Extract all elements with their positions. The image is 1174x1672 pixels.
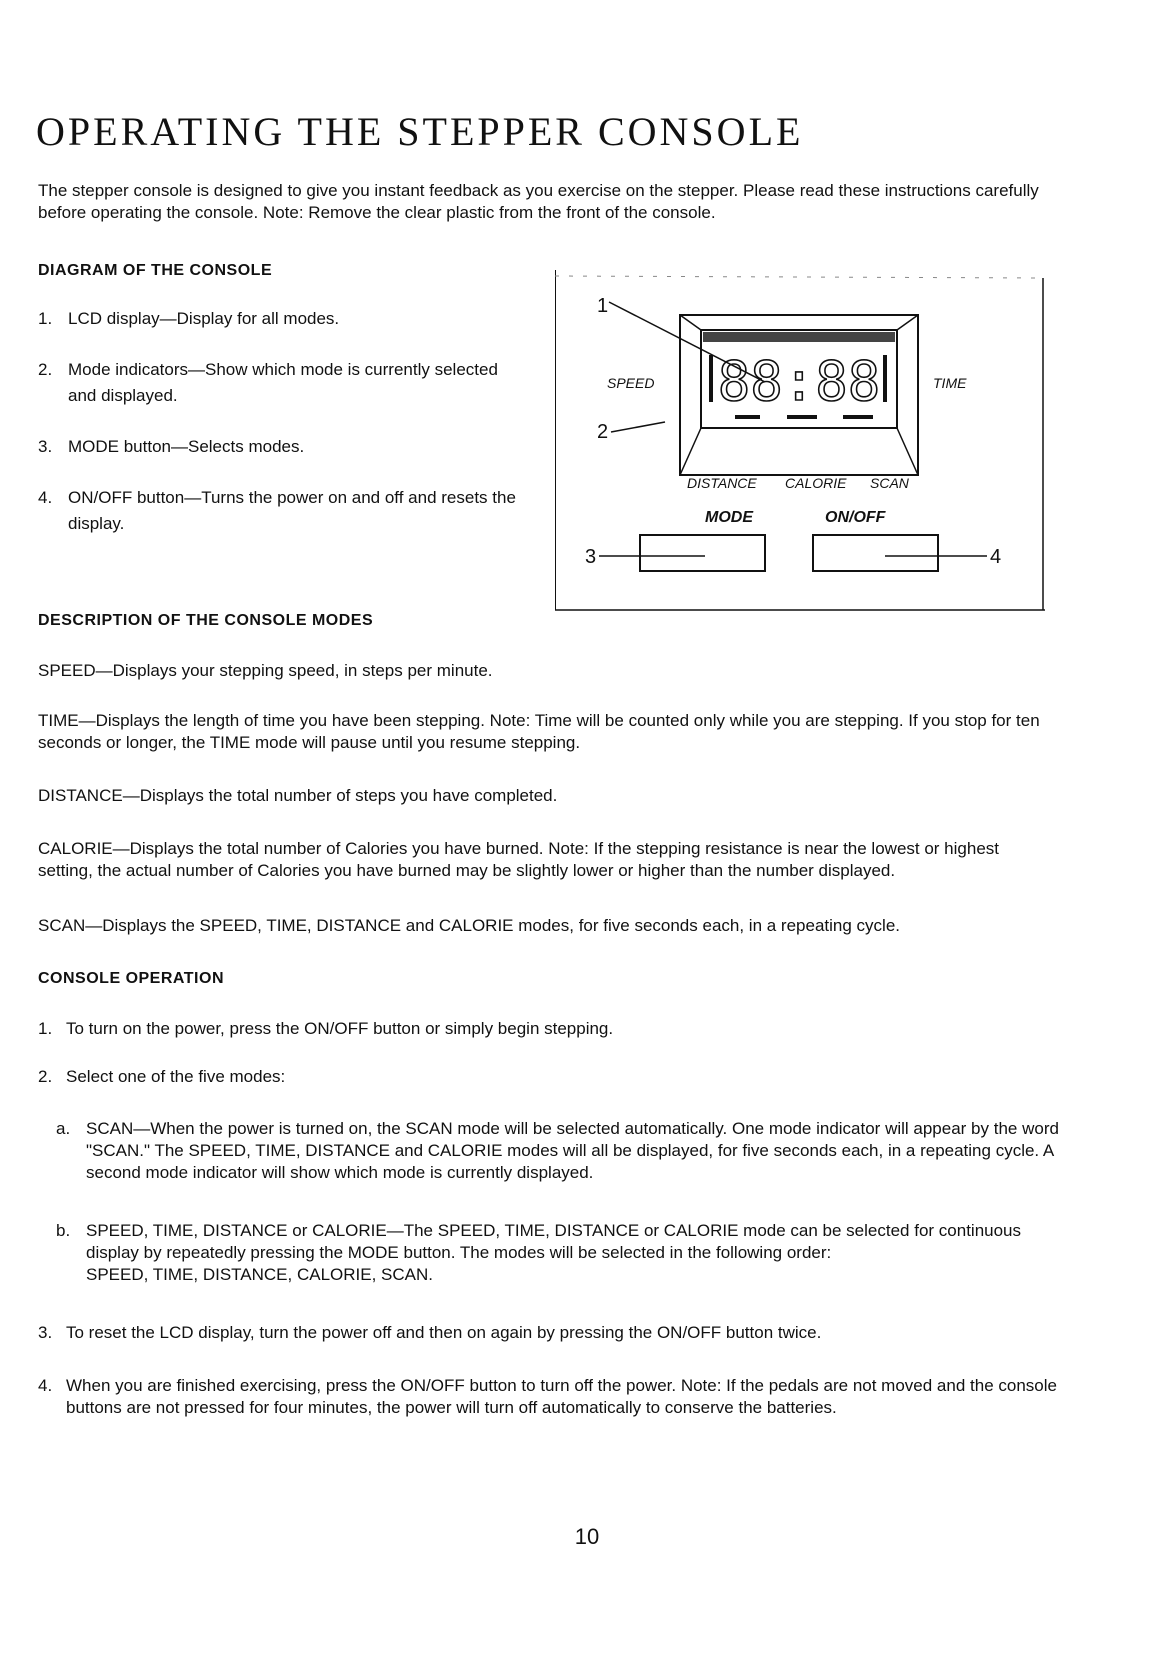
operation-step-4 [38,1375,1058,1419]
intro-paragraph: The stepper console is designed to give you instant feedback as you exercise on the stepper. Please read these instructions carefully before operating the console. Note: Remove the clear plastic from the front of the console. [38,181,1039,222]
operation-heading: CONSOLE OPERATION [38,970,224,987]
callout-2: 2 [597,421,609,443]
lcd-shade-band [703,332,895,342]
callout-1: 1 [597,295,609,317]
distance-mode-description: DISTANCE—Displays the total number of steps you have completed. [38,786,558,805]
step-text: Select one of the five modes: [66,1067,286,1086]
bezel-corner [680,428,701,475]
diagram-legend-list [38,306,528,562]
legend-text: ON/OFF button—Turns the power on and off and resets the display. [68,488,516,533]
calorie-mode-description: CALORIE—Displays the total number of Calories you have burned. Note: If the stepping resistance is near the lowest or highest setting, the actual number of Calories you have burned may be slightly lower or higher than the number displayed. [38,839,999,880]
bezel-corner [897,428,918,475]
page-number: 10 [574,1524,600,1549]
callout-4: 4 [990,546,1002,568]
mode-button-label: MODE [705,509,753,526]
onoff-button-label: ON/OFF [825,509,886,526]
step-text: To turn on the power, press the ON/OFF button or simply begin stepping. [66,1019,614,1038]
scan-mode-description: SCAN—Displays the SPEED, TIME, DISTANCE and CALORIE modes, for five seconds each, in a repeating cycle. [38,916,900,935]
mode-order: SPEED, TIME, DISTANCE, CALORIE, SCAN. [86,1265,433,1284]
substep-text: SCAN—When the power is turned on, the SCAN mode will be selected automatically. One mode indicator will appear by the word "SCAN." The SPEED, TIME, DISTANCE and CALORIE modes will all be displayed, for five seconds each, in a repeating cycle. A second mode indicator will show which mode is currently displayed. [86,1119,1059,1182]
time-mode-description: TIME—Displays the length of time you have been stepping. Note: Time will be counted only while you are stepping. If you stop for ten seconds or longer, the TIME mode will pause until you resume stepping. [38,711,1040,752]
callout-2-leader [611,422,665,432]
operation-step-2b [56,1220,1076,1286]
scan-label: SCAN [870,475,909,491]
speed-mode-description: SPEED—Displays your stepping speed, in steps per minute. [38,661,493,680]
frame-top-line [555,276,1043,278]
legend-number: 2. [38,360,53,379]
lcd-digits: 88:88 [717,350,881,413]
substep-letter: b. [56,1221,71,1240]
distance-label: DISTANCE [687,475,757,491]
onoff-button [813,535,938,571]
legend-number: 3. [38,437,53,456]
diagram-heading: DIAGRAM OF THE CONSOLE [38,262,273,279]
modes-heading: DESCRIPTION OF THE CONSOLE MODES [38,612,374,629]
speed-label: SPEED [607,375,655,391]
step-number: 3. [38,1323,53,1342]
operation-step-3 [38,1322,1058,1344]
substep-letter: a. [56,1119,71,1138]
page-title: OPERATING THE STEPPER CONSOLE [36,109,804,154]
mode-button [640,535,765,571]
step-text: To reset the LCD display, turn the power off and then on again by pressing the ON/OFF button twice. [66,1323,822,1342]
operation-step-2a [56,1118,1076,1184]
legend-number: 1. [38,309,53,328]
operation-step-2 [38,1066,1058,1088]
step-number: 4. [38,1376,53,1395]
legend-text: Mode indicators—Show which mode is currently selected and displayed. [68,360,498,405]
legend-item [38,434,528,460]
console-diagram [555,270,1045,615]
calorie-label: CALORIE [785,475,847,491]
time-label: TIME [933,375,967,391]
legend-item [38,357,528,409]
legend-item [38,306,528,332]
bezel-corner [897,315,918,330]
step-number: 2. [38,1067,53,1086]
legend-item [38,485,528,537]
bezel-corner [680,315,701,330]
callout-3: 3 [585,546,597,568]
console-diagram-svg [555,270,1045,615]
legend-text: LCD display—Display for all modes. [68,309,340,328]
legend-number: 4. [38,488,53,507]
operation-step-1 [38,1018,1058,1040]
step-number: 1. [38,1019,53,1038]
legend-text: MODE button—Selects modes. [68,437,305,456]
substep-text: SPEED, TIME, DISTANCE or CALORIE—The SPEED, TIME, DISTANCE or CALORIE mode can be selected for continuous display by repeatedly pressing the MODE button. The modes will be selected in the following order: [86,1221,1022,1262]
step-text: When you are finished exercising, press the ON/OFF button to turn off the power. Note: If the pedals are not moved and the console buttons are not pressed for four minutes, the power will turn off automatically to conserve the batteries. [66,1376,1057,1417]
lcd-display [680,315,918,475]
